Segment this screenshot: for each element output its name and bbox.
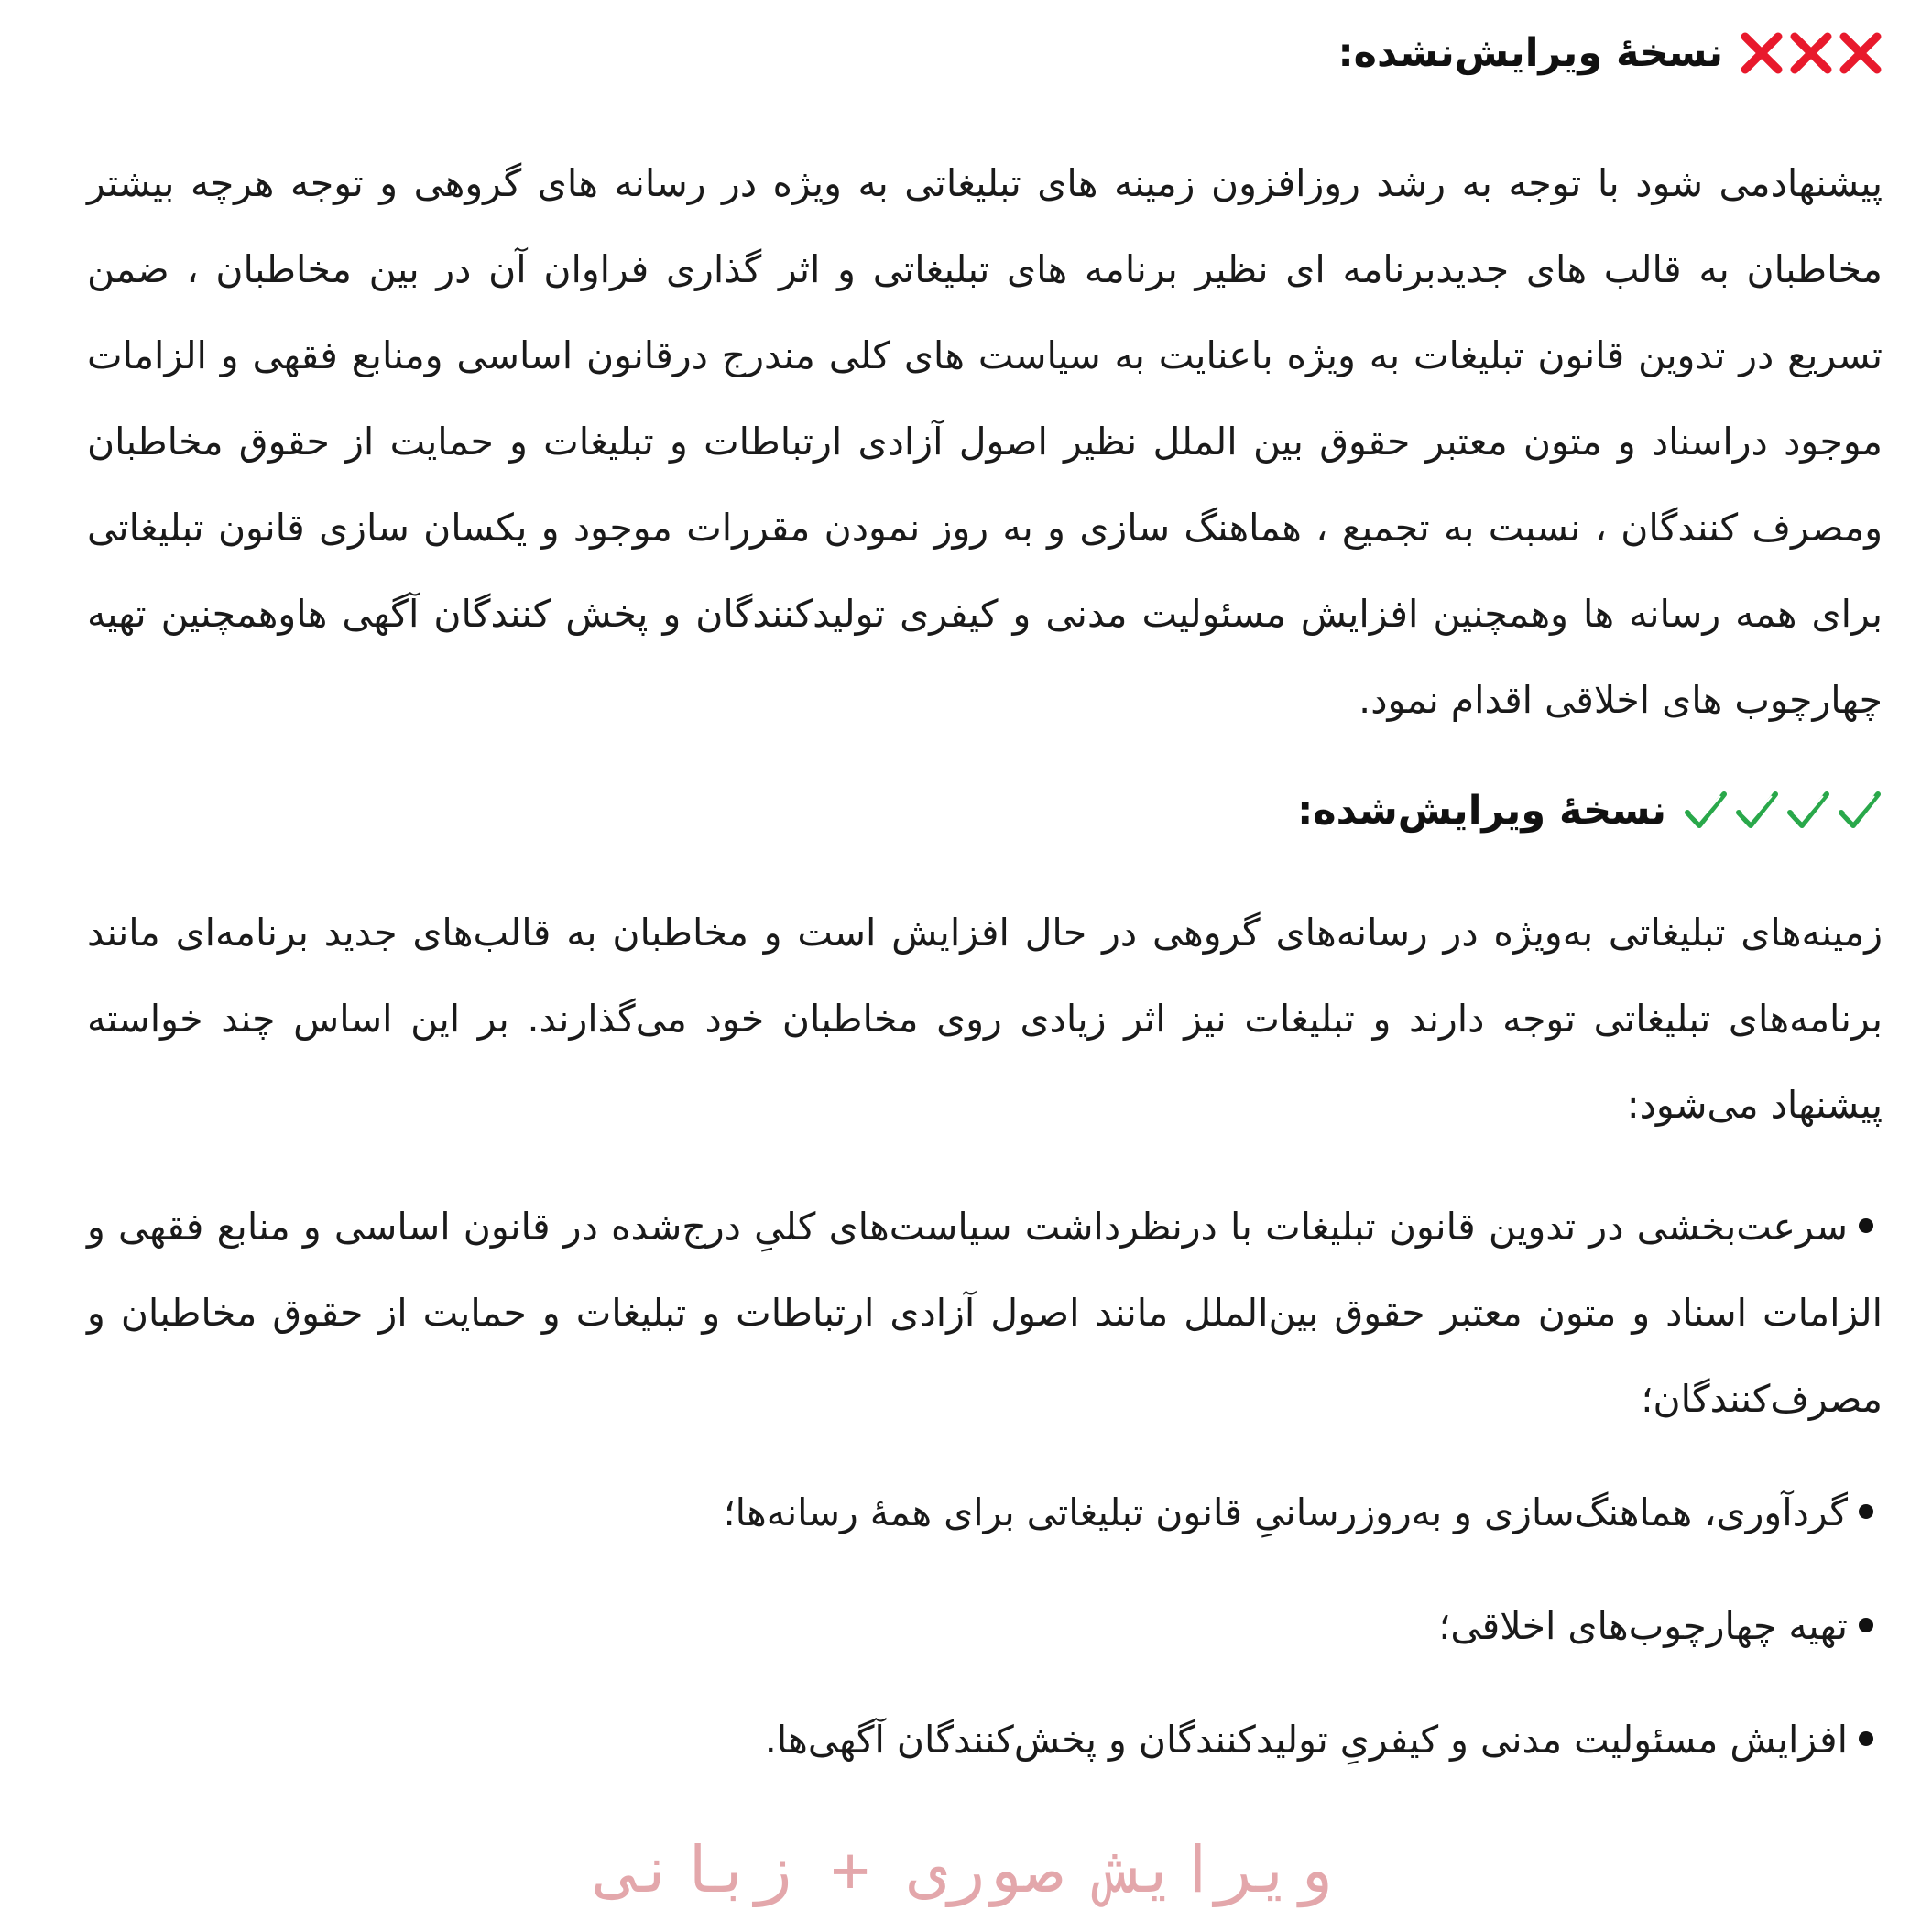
edited-bullet-list bbox=[87, 1184, 1883, 1810]
list-item-text: سرعت‌بخشی در تدوین قانون تبلیغات با درنظرداشت سیاست‌های کلیِ درج‌شده در قانون اساسی و منابع فقهی و الزامات اسناد و متون معتبر حقوق بین‌الملل مانند اصول آزادی ارتباطات و تبلیغات و حمایت از حقوق مخاطبان و مصرف‌کنندگان؛ bbox=[87, 1205, 1883, 1421]
list-item-text: گردآوری، هماهنگ‌سازی و به‌روزرسانیِ قانون تبلیغاتی برای همهٔ رسانه‌ها؛ bbox=[723, 1490, 1848, 1534]
check-icon bbox=[1785, 789, 1831, 833]
cross-marks bbox=[1740, 31, 1883, 75]
edited-heading bbox=[1297, 783, 1883, 838]
check-icon bbox=[1683, 789, 1729, 833]
cross-icon bbox=[1740, 31, 1784, 75]
list-item bbox=[87, 1469, 1883, 1555]
list-item-text: تهیه چهارچوب‌های اخلاقی؛ bbox=[1438, 1604, 1848, 1648]
edited-paragraph: زمینه‌های تبلیغاتی به‌ویژه در رسانه‌های گروهی در حال افزایش است و مخاطبان به قالب‌های جدید برنامه‌ای مانند برنامه‌های تبلیغاتی توجه دارند و تبلیغات نیز اثر زیادی روی مخاطبان خود می‌گذارند. بر این اساس چند خواسته پیشنهاد می‌شود: bbox=[87, 911, 1883, 1127]
bullet-icon bbox=[1859, 1731, 1873, 1746]
list-item bbox=[87, 1184, 1883, 1442]
unedited-heading-text: نسخهٔ ویرایش‌نشده: bbox=[1337, 30, 1723, 76]
bullet-icon bbox=[1859, 1504, 1873, 1519]
check-marks bbox=[1683, 789, 1883, 833]
check-icon bbox=[1837, 789, 1883, 833]
unedited-heading bbox=[1337, 26, 1883, 81]
list-item-text: افزایش مسئولیت مدنی و کیفریِ تولیدکنندگان و پخش‌کنندگان آگهی‌ها. bbox=[764, 1718, 1848, 1762]
unedited-paragraph: پیشنهادمی شود با توجه به رشد روزافزون زمینه های تبلیغاتی به ویژه در رسانه های گروهی و توجه هرچه بیشتر مخاطبان به قالب های جدیدبرنامه ای نظیر برنامه های تبلیغاتی و اثر گذاری فراوان آن در بین مخاطبان ، ضمن تسریع در تدوین قانون تبلیغات به ویژه باعنایت به سیاست های کلی مندرج درقانون اساسی ومنابع فقهی و الزامات موجود دراسناد و متون معتبر حقوق بین الملل نظیر اصول آزادی ارتباطات و تبلیغات و حمایت از حقوق مخاطبان ومصرف کنندگان ، نسبت به تجمیع ، هماهنگ سازی و به روز نمودن مقررات موجود و یکسان سازی قانون تبلیغاتی برای همه رسانه ها وهمچنین افزایش مسئولیت مدنی و کیفری تولیدکنندگان و پخش کنندگان آگهی هاوهمچنین تهیه چهارچوب های اخلاقی اقدام نمود. bbox=[87, 161, 1883, 722]
bullet-icon bbox=[1859, 1218, 1873, 1233]
bullet-icon bbox=[1859, 1618, 1873, 1632]
footer-label: ویرایش صوری + زبانی bbox=[599, 1832, 1333, 1907]
list-item bbox=[87, 1697, 1883, 1783]
cross-icon bbox=[1839, 31, 1883, 75]
list-item bbox=[87, 1583, 1883, 1669]
edited-heading-text: نسخهٔ ویرایش‌شده: bbox=[1297, 788, 1666, 834]
document-page bbox=[87, 0, 1883, 1932]
cross-icon bbox=[1789, 31, 1833, 75]
check-icon bbox=[1734, 789, 1780, 833]
